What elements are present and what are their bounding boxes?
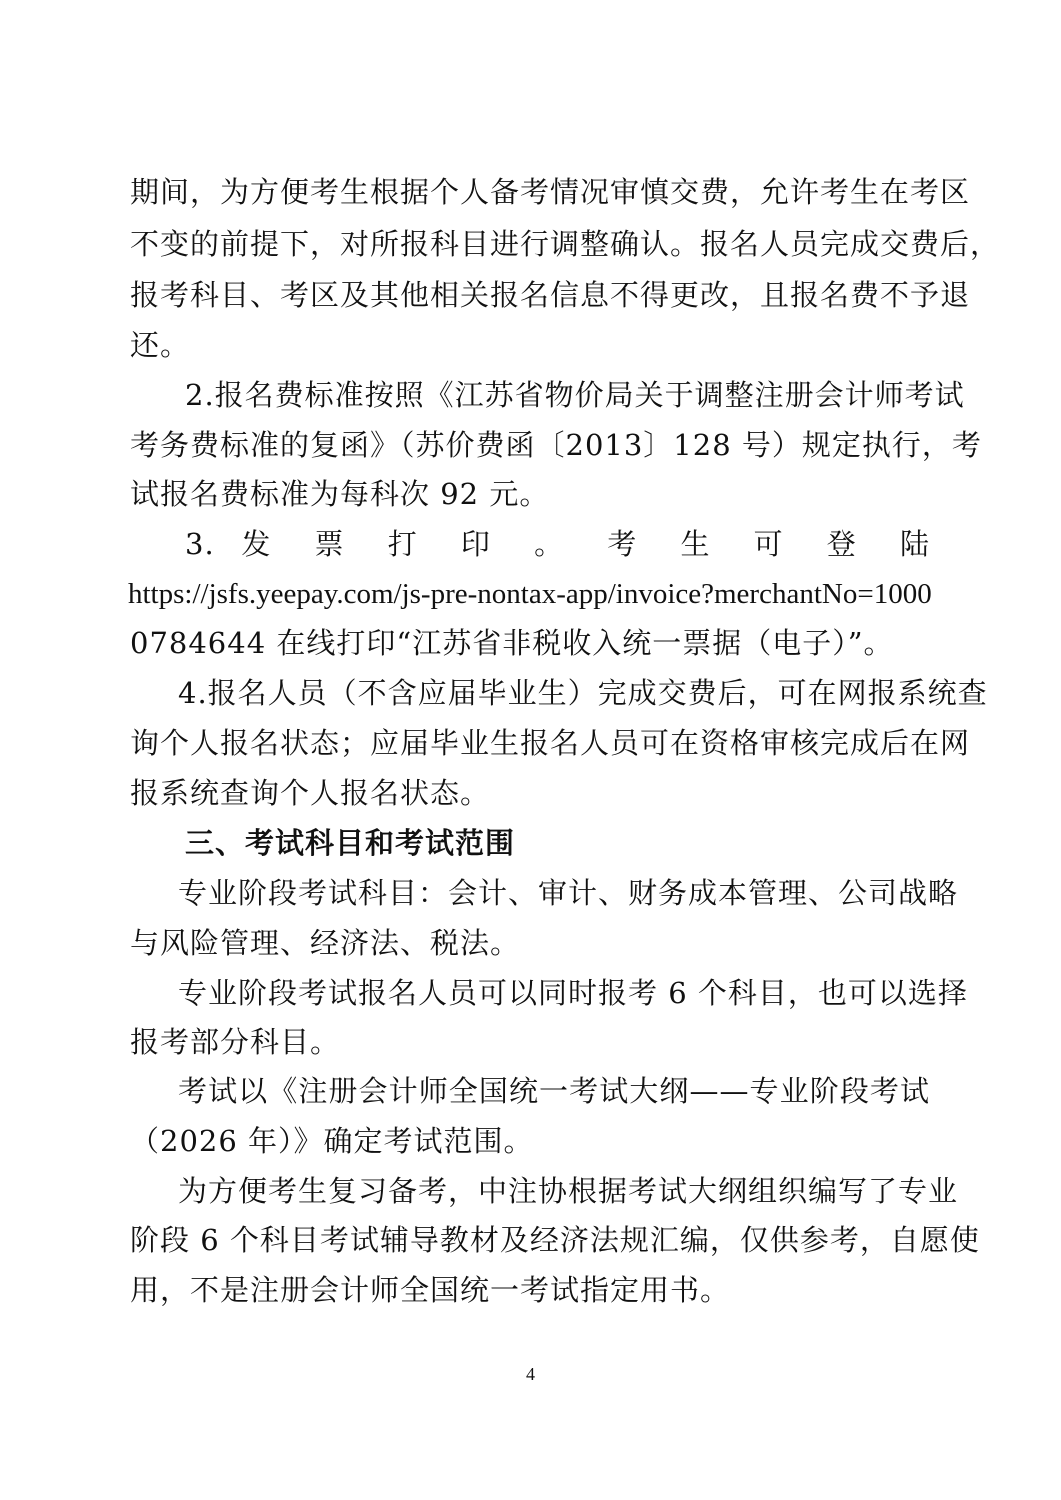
section-heading: 三、考试科目和考试范围	[185, 826, 516, 860]
paragraph-line: 报考部分科目。	[130, 1025, 341, 1059]
paragraph-line: 期间，为方便考生根据个人备考情况审慎交费，允许考生在考区	[130, 175, 971, 209]
paragraph-line: 考试以《注册会计师全国统一考试大纲——专业阶段考试	[178, 1074, 930, 1108]
paragraph-line: 不变的前提下，对所报科目进行调整确认。报名人员完成交费后，	[130, 227, 1001, 261]
paragraph-line: 报系统查询个人报名状态。	[130, 776, 491, 810]
paragraph-line: 3. 发 票 打 印 。 考 生 可 登 陆	[185, 527, 930, 561]
paragraph-line: 4.报名人员（不含应届毕业生）完成交费后，可在网报系统查	[178, 676, 988, 710]
paragraph-line: 2.报名费标准按照《江苏省物价局关于调整注册会计师考试	[185, 378, 965, 412]
invoice-url: https://jsfs.yeepay.com/js-pre-nontax-app/invoice?merchantNo=1000	[128, 578, 932, 610]
paragraph-line: 专业阶段考试科目：会计、审计、财务成本管理、公司战略	[178, 876, 959, 910]
paragraph-line: 用，不是注册会计师全国统一考试指定用书。	[130, 1273, 731, 1307]
paragraph-line: （2026 年）》确定考试范围。	[130, 1124, 534, 1158]
paragraph-line: 与风险管理、经济法、税法。	[130, 926, 521, 960]
paragraph-line: 还。	[130, 328, 191, 362]
paragraph-line: 0784644 在线打印“江苏省非税收入统一票据（电子）”。	[130, 626, 894, 660]
paragraph-line: 报考科目、考区及其他相关报名信息不得更改，且报名费不予退	[130, 278, 971, 312]
paragraph-line: 为方便考生复习备考，中注协根据考试大纲组织编写了专业	[178, 1174, 959, 1208]
paragraph-line: 阶段 6 个科目考试辅导教材及经济法规汇编，仅供参考，自愿使	[130, 1223, 980, 1257]
paragraph-line: 试报名费标准为每科次 92 元。	[130, 477, 550, 511]
paragraph-line: 专业阶段考试报名人员可以同时报考 6 个科目，也可以选择	[178, 976, 968, 1010]
page-number: 4	[526, 1364, 535, 1384]
paragraph-line: 询个人报名状态；应届毕业生报名人员可在资格审核完成后在网	[130, 726, 971, 760]
paragraph-line: 考务费标准的复函》（苏价费函〔2013〕128 号）规定执行，考	[130, 428, 982, 462]
